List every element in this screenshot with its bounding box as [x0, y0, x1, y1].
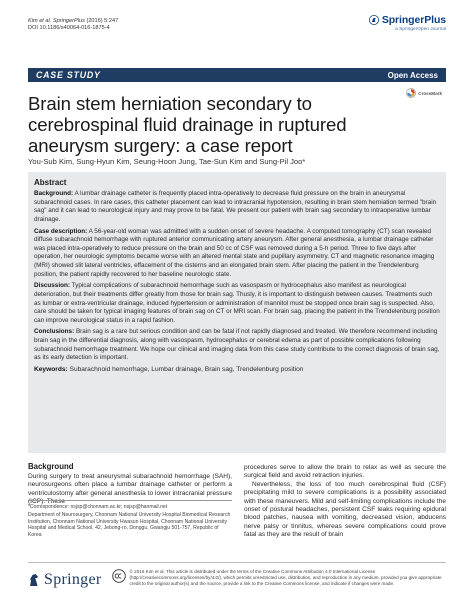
- keywords-label: Keywords:: [34, 366, 68, 374]
- citation-doi[interactable]: DOI 10.1186/s40064-016-1875-4: [28, 25, 110, 32]
- crossmark-icon: [406, 88, 416, 98]
- abstract-text: A 56-year-old woman was admitted with a sudden onset of severe headache. A computed tomography (CT) scan revealed diffuse subarachnoid hemorrhage with ruptured anterior communicating artery aneurysm. After general anesthesia, a lumbar drainage catheter was placed intra-operatively to reduce pressure on the brain and 50 cc of CSF was removed during a 5-h period. Three to five days after operation, her neurologic symptoms became worse with an altered mental state and pupillary asymmetry. CT and magnetic resonance imaging (MRI) showed slit lateral ventricles, effacement of the cisterns and an elongated brain stem. After placing the patient in the Trendelenburg position, the patient rapidly recovered to her baseline neurologic state.: [34, 227, 435, 278]
- body-paragraph: Nevertheless, the loss of too much cerebrospinal fluid (CSF) precipitating mild to severe complications is a possibility associated with these maneuvers. Mild and self-limiting complications include the onset of postural headaches, persistent CSF leaks requiring epidural blood patches, nausea with vomiting, decreased vision, abducens nerve palsy or tinnitus, whereas severe complications could prove fatal as they are the result of brain: [244, 480, 446, 539]
- article-type-banner: [28, 68, 446, 82]
- abstract-background: [34, 190, 440, 224]
- citation-journal: Kim et al. SpringerPlus: [28, 18, 85, 24]
- springer-chess-knight-icon: [28, 573, 40, 587]
- springer-logo: [28, 571, 102, 589]
- abstract-label: Case description:: [34, 227, 88, 235]
- citation-block: [28, 18, 118, 32]
- citation-volume: (2016) 5:247: [84, 18, 119, 24]
- abstract-text: Typical complications of subarachnoid hemorrhage such as vasospasm or hydrocephalus also manifest as neurological deterioration, but their treatments differ greatly from those for brain sag. Thusly, it is important to distinguish between causes. Treatments such as lumbar or extra-ventricular drainage, induced hypertension or administration of mannitol must be stopped once brain sag is suspected. Also, care should be taken for typical imaging features of brain sag on CT or MRI scan. For brain sag, placing the patient in the Trendelenburg position can improve neurological status in a rapid fashion.: [34, 282, 440, 324]
- license-block: [112, 569, 446, 586]
- abstract-heading: Abstract: [34, 178, 67, 187]
- abstract-label: Conclusions:: [34, 328, 75, 336]
- body-paragraph: procedures serve to allow the brain to relax as well as secure the surgical field and avoid retraction injuries.: [244, 464, 446, 480]
- abstract-label: Discussion:: [34, 282, 70, 290]
- right-column: [244, 464, 446, 540]
- crossmark-label: CrossMark: [418, 90, 442, 96]
- journal-subtitle: a SpringerOpen Journal: [395, 27, 446, 32]
- abstract-discussion: [34, 282, 440, 325]
- abstract-conclusions: [34, 328, 440, 362]
- author-affiliation: Department of Neurosurgery, Chonnam National University Hospital Biomedical Research Institution, Chonnam National University Hwasun Hospital, Chonnam National University Hospital and Medical School, 42, Jebong-ro, Donggu, Gwangju 501-757, Republic of Korea: [28, 512, 231, 538]
- journal-name: SpringerPlus: [381, 14, 446, 26]
- abstract-text: Brain sag is a rare but serious condition and can be fatal if not rapidly diagnosed and treated. We therefore recommend including brain sag in the differential diagnosis, along with vasospasm, hydrocephalus or cerebral edema as part of possible complications following subarachnoid hemorrhage treatment. We hope our clinical and imaging data from this case study contribute to the correct diagnosis of brain sag, as its early detection is important.: [34, 328, 440, 362]
- crossmark-badge[interactable]: [406, 88, 442, 98]
- publisher-name: Springer: [44, 571, 102, 588]
- open-access-badge: Open Access: [387, 70, 438, 80]
- abstract-case-description: [34, 228, 440, 280]
- author-list: You-Sub Kim, Sung-Hyun Kim, Seung-Hoon Jung, Tae-Sun Kim and Sung-Pil Joo*: [28, 157, 306, 166]
- page-footer: [28, 562, 446, 589]
- correspondence-footnote: [28, 500, 232, 538]
- article-type: CASE STUDY: [36, 70, 101, 80]
- background-paragraph: During surgery to treat aneurysmal subarachnoid hemorrhage (SAH), neurosurgeons often place a lumbar drainage catheter or perform a ventriculostomy after general anesthesia to lower intracranial pressure (ICP). These: [28, 473, 232, 506]
- abstract-label: Background:: [34, 190, 74, 197]
- abstract-keywords: [34, 366, 440, 375]
- abstract-box: [28, 172, 446, 453]
- abstract-text: A lumbar drainage catheter is frequently placed intra-operatively to decrease fluid pressure on the brain in aneurysmal subarachnoid cases. In rare cases, this catheter placement can lead to intracranial hypotension, resulting in brain stem herniation termed "brain sag" and it can lead to neurological injury and may prove to be fatal. We present our patient with brain sag secondary to intraoperative lumbar drainage.: [34, 190, 437, 223]
- article-title: Brain stem herniation secondary to cerebrospinal fluid drainage in ruptured aneurysm surgery: a case report: [28, 93, 347, 156]
- springer-horse-icon: [369, 15, 379, 25]
- keywords-text: Subarachnoid hemorrhage, Lumbar drainage, Brain sag, Trendelenburg position: [67, 366, 304, 374]
- correspondence-email[interactable]: *Correspondence: nsjsp@chonnam.ac.kr; nsjsp@hanmail.net: [28, 504, 168, 510]
- license-text: © 2016 Kim et al. This article is distributed under the terms of the Creative Commons Attribution 4.0 International License (http://creativecommons.org/licenses/by/4.0/), which permits unrestricted use, distribution, and reproduction in any medium, provided you give appropriate credit to the original author(s) and the source, provide a link to the Creative Commons license, and indicate if changes were made.: [129, 569, 442, 586]
- journal-brand: [369, 14, 446, 32]
- creative-commons-icon: [112, 569, 126, 583]
- background-heading: Background: [28, 462, 74, 471]
